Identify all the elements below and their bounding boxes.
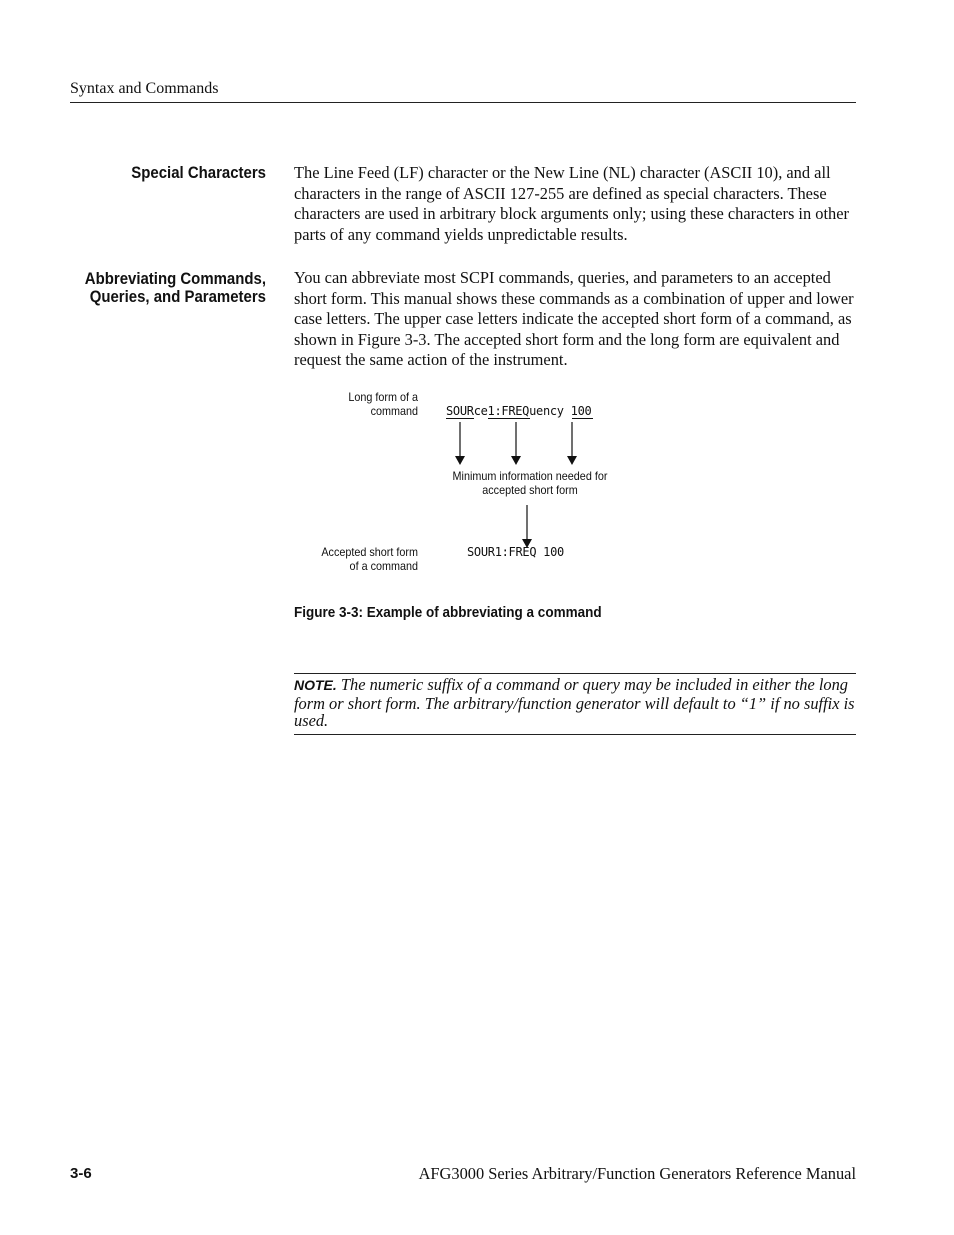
note-box [294,676,856,730]
page-number: 3-6 [70,1165,92,1182]
section-heading-abbreviating [67,270,266,306]
long-form-command: SOURce1:FREQuency 100 [446,404,592,418]
underline-1-freq [488,418,530,419]
figure-caption: Figure 3-3: Example of abbreviating a command [294,604,602,621]
abbreviating-paragraph: You can abbreviate most SCPI commands, queries, and parameters to an accepted short form. This manual shows these commands as a combination of upper and lower case letters. The upper case letters indicate the accepted short form of a command, as shown in Figure 3-3. The accepted short form and the long form are equivalent and request the same action of the instrument. [294,268,854,369]
short-form-command: SOUR1:FREQ 100 [467,545,564,559]
section-heading-special-characters: Special Characters [131,163,266,182]
note-text: The numeric suffix of a command or query may be included in either the long form or short form. The arbitrary/function generator will default to “1” if no suffix is used. [294,675,855,730]
manual-title: AFG3000 Series Arbitrary/Function Generators Reference Manual [418,1164,856,1183]
underline-sour [446,418,474,419]
label-line: Long form of a [348,390,418,404]
label-accepted-short-form [310,545,418,573]
note-bottom-rule [294,734,856,735]
note-top-rule [294,673,856,674]
label-line: Minimum information needed for [452,469,608,483]
arrow-to-short-form [517,503,537,551]
heading-line: Queries, and Parameters [89,287,266,306]
label-long-form [310,390,418,418]
arrow-head [455,456,465,465]
label-line: Accepted short form [321,545,418,559]
heading-line: Abbreviating Commands, [84,269,266,288]
note-label: NOTE. [294,677,337,693]
underline-100 [572,418,593,419]
header-rule [70,102,856,103]
running-head: Syntax and Commands [70,80,219,97]
label-line: accepted short form [482,483,578,497]
label-minimum-information [440,469,620,497]
arrow-head [511,456,521,465]
arrow-head [567,456,577,465]
arrows-to-min-info [440,420,590,468]
special-characters-paragraph: The Line Feed (LF) character or the New Line (NL) character (ASCII 10), and all characters in the range of ASCII 127-255 are defined as special characters. These characters are used in arbitrary block arguments only; using these characters in other parts of any command yields unpredictable results. [294,163,849,244]
label-line: command [370,404,418,418]
label-line: of a command [349,559,418,573]
